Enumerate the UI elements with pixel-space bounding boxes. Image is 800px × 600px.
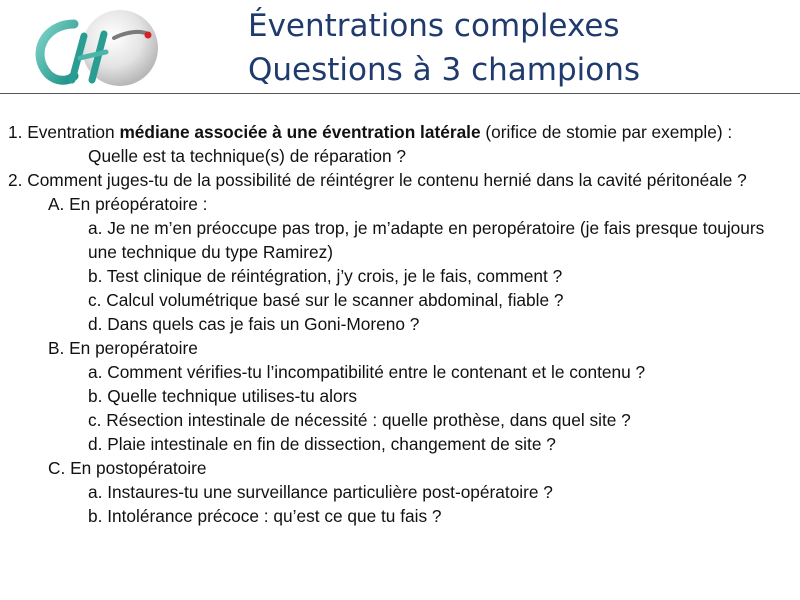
question-1-bold: médiane associée à une éventration latérale (119, 122, 481, 142)
question-1-suffix: (orifice de stomie par exemple) : (480, 122, 733, 142)
slide-title (248, 4, 788, 92)
list-item: b. Quelle technique utilises-tu alors (88, 386, 357, 406)
question-1-prefix: 1. Eventration (8, 122, 120, 142)
section-c-label: C. En postopératoire (48, 458, 207, 478)
hospital-logo (22, 8, 170, 92)
list-item: a. Comment vérifies-tu l’incompatibilité entre le contenant et le contenu ? (88, 362, 646, 382)
question-2: 2. Comment juges-tu de la possibilité de réintégrer le contenu hernié dans la cavité péritonéale ? (8, 170, 747, 190)
list-item: d. Plaie intestinale en fin de dissection, changement de site ? (88, 434, 556, 454)
question-1-subquestion: Quelle est ta technique(s) de réparation ? (88, 146, 406, 166)
list-item: b. Intolérance précoce : qu’est ce que tu fais ? (88, 506, 442, 526)
title-line-2: Questions à 3 champions (248, 52, 641, 88)
list-item: a. Instaures-tu une surveillance particulière post-opératoire ? (88, 482, 553, 502)
list-item: b. Test clinique de réintégration, j’y crois, je le fais, comment ? (88, 266, 563, 286)
slide-body (8, 120, 788, 528)
list-item: d. Dans quels cas je fais un Goni-Moreno ? (88, 314, 420, 334)
section-a-label: A. En préopératoire : (48, 194, 208, 214)
header-divider (0, 93, 800, 94)
section-b-label: B. En peropératoire (48, 338, 198, 358)
title-line-1: Éventrations complexes (248, 8, 620, 44)
question-1 (8, 120, 788, 144)
list-item: c. Calcul volumétrique basé sur le scanner abdominal, fiable ? (88, 290, 564, 310)
list-item: c. Résection intestinale de nécessité : quelle prothèse, dans quel site ? (88, 410, 631, 430)
list-item: a. Je ne m’en préoccupe pas trop, je m’adapte en peropératoire (je fais presque toujours une technique du type Ramirez) (88, 218, 765, 262)
